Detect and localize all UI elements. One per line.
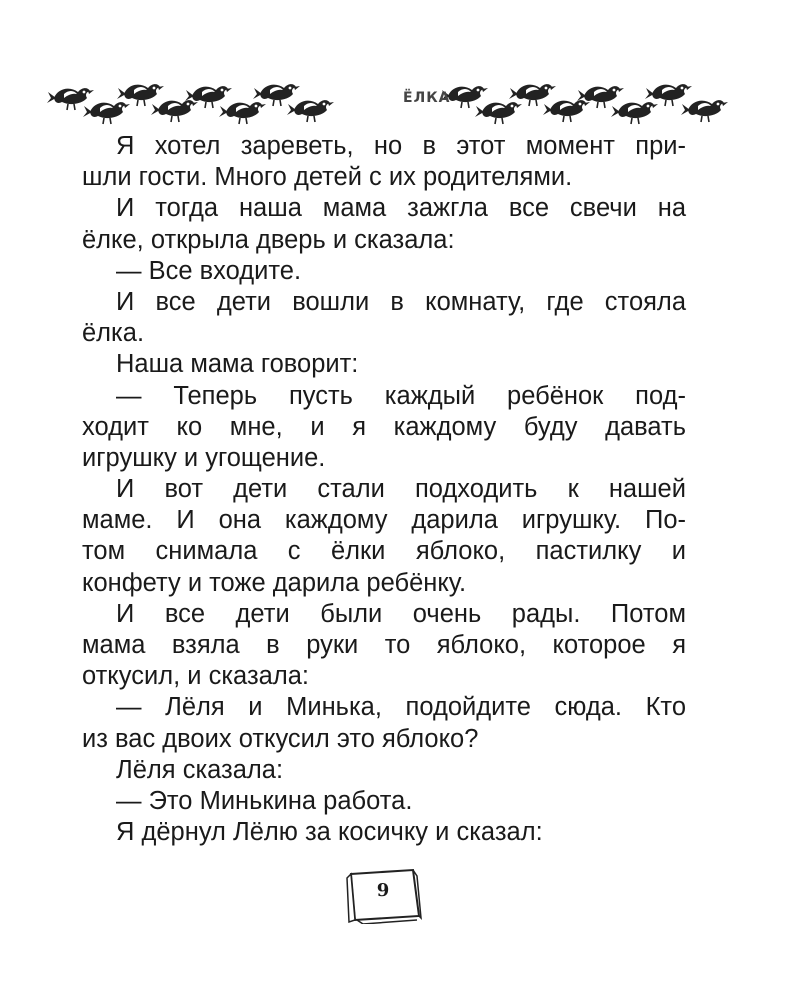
text-line: — Все входите. bbox=[116, 256, 302, 285]
text-line: Я хотел зареветь, но в этот момент при- bbox=[116, 132, 686, 160]
text-line: ёлке, открыла дверь и сказала: bbox=[82, 225, 455, 254]
text-line: Лёля сказала: bbox=[116, 755, 284, 784]
text-line: том снимала с ёлки яблоко, пастилку и bbox=[82, 537, 686, 566]
text-line: шли гости. Много детей с их родителями. bbox=[82, 163, 573, 192]
text-line: Наша мама говорит: bbox=[116, 350, 359, 379]
text-line: — Лёля и Минька, подойдите сюда. Кто bbox=[116, 693, 686, 722]
text-line: ёлка. bbox=[82, 319, 145, 348]
text-line: из вас двоих откусил это яблоко? bbox=[82, 724, 479, 753]
page-header bbox=[40, 70, 760, 130]
page-number-badge bbox=[343, 868, 423, 924]
text-line: И все дети вошли в комнату, где стояла bbox=[116, 287, 686, 316]
text-line: игрушку и угощение. bbox=[82, 443, 326, 472]
text-line: И все дети были очень рады. Потом bbox=[116, 599, 686, 628]
text-line: маме. И она каждому дарила игрушку. По- bbox=[82, 506, 686, 535]
text-line: конфету и тоже дарила ребёнку. bbox=[82, 568, 467, 597]
text-line: откусил, и сказала: bbox=[82, 662, 309, 691]
text-line: Я дёрнул Лёлю за косичку и сказал: bbox=[116, 818, 543, 847]
text-line: ходит ко мне, и я каждому буду давать bbox=[82, 412, 686, 441]
text-line: мама взяла в руки то яблоко, которое я bbox=[82, 631, 686, 659]
page-number: 9 bbox=[376, 880, 390, 901]
bird-ornament-icon bbox=[40, 70, 760, 130]
body-text bbox=[82, 131, 686, 848]
running-title: ЁЛКА bbox=[403, 90, 451, 106]
text-line: — Это Минькина работа. bbox=[116, 786, 413, 815]
text-line: И тогда наша мама зажгла все свечи на bbox=[116, 194, 686, 223]
text-line: И вот дети стали подходить к нашей bbox=[116, 475, 686, 504]
text-line: — Теперь пусть каждый ребёнок под- bbox=[116, 381, 686, 410]
